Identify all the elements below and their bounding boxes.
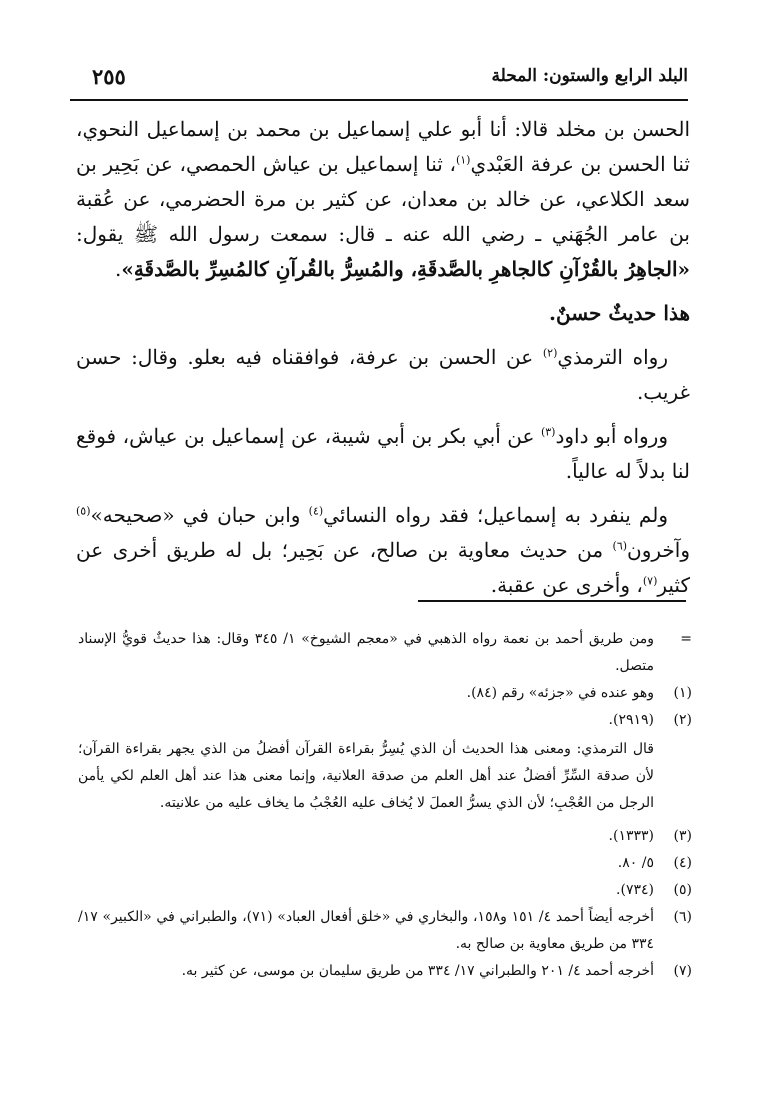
footnote-ref-2: (٢)	[542, 346, 558, 360]
footnote-text: ٥/ ٨٠.	[617, 855, 654, 871]
page-number: ٢٥٥	[92, 64, 126, 89]
footnote-item	[78, 680, 692, 707]
page-header	[70, 56, 688, 96]
footnote-text: (١٣٣٣).	[608, 828, 654, 844]
footnote-number: (٦)	[673, 909, 692, 925]
other-routes-text-5: ، وأخرى عن عقبة.	[490, 573, 643, 597]
hadith-end: .	[114, 257, 122, 281]
other-routes-text: ولم ينفرد به إسماعيل؛ فقد رواه النسائي	[323, 503, 668, 527]
abu-dawud-paragraph	[76, 419, 690, 489]
other-routes-text-3: وآخرون	[627, 538, 690, 562]
footnote-text: أخرجه أحمد ٤/ ٢٠١ والطبراني ١٧/ ٣٣٤ من طريق سليمان بن موسى، عن كثير به.	[181, 963, 654, 979]
footnote-number: (١)	[673, 685, 692, 701]
footnote-number: (٢)	[673, 712, 692, 728]
footnote-number: (٣)	[673, 828, 692, 844]
footnote-divider	[418, 600, 686, 602]
carryover-text: ومن طريق أحمد بن نعمة رواه الذهبي في «معجم الشيوخ» ١/ ٣٤٥ وقال: هذا حديثٌ قويُّ الإسناد متصل.	[78, 631, 654, 674]
footnote-text: وهو عنده في «جزئه» رقم (٨٤).	[466, 685, 654, 701]
main-text	[76, 112, 690, 612]
footnote-number: (٧)	[673, 963, 692, 979]
tirmidhi-text-continued: عن الحسن بن عرفة، فوافقناه فيه بعلو. وقال: حسن غريب.	[76, 345, 690, 404]
abu-dawud-text: ورواه أبو داود	[555, 424, 668, 448]
footnote-ref-5: (٥)	[76, 504, 91, 518]
tirmidhi-text: رواه الترمذي	[557, 345, 668, 369]
footnote-text: أخرجه أيضاً أحمد ٤/ ١٥١ و١٥٨، والبخاري في «خلق أفعال العباد» (٧١)، والطبراني في «الكبير» ١٧/ ٣٣٤ من طريق معاوية بن صالح به.	[78, 909, 654, 952]
isnad-text-continued: ، ثنا إسماعيل بن عياش الحمصي، عن بَحِير بن سعد الكلاعي، عن خالد بن معدان، عن كثير بن مرة الحضرمي، عن عُقبة بن عامر الجُهَني ـ رضي الله عنه ـ قال: سمعت رسول الله ﷺ يقول:	[76, 152, 690, 246]
hadith-text: «الجاهِرُ بالقُرْآنِ كالجاهرِ بالصَّدقَةِ، والمُسِرُّ بالقُرآنِ كالمُسِرِّ بالصَّدقَةِ»	[121, 257, 690, 281]
footnote-item	[78, 707, 692, 734]
footnote-ref-7: (٧)	[642, 574, 658, 588]
carryover-marker: =	[680, 631, 692, 647]
footnote-carryover	[78, 626, 692, 680]
hadith-verdict: هذا حديثٌ حسنٌ.	[549, 301, 690, 325]
footnotes	[78, 626, 692, 985]
tirmidhi-comment: قال الترمذي: ومعنى هذا الحديث أن الذي يُسِرُّ بقراءة القرآن أفضلُ من الذي يجهر بقراءة القرآن؛ لأن صدقة السِّرِّ أفضلُ عند أهل العلم من صدقة العلانية، وإنما معنى هذا عند أهل العلم لكي يأمن الرجل من العُجْبِ؛ لأن الذي يسرُّ العملَ لا يُخاف عليه العُجْبُ ما يخاف عليه من علانيته.	[78, 741, 654, 811]
footnote-number: (٤)	[673, 855, 692, 871]
footnote-item	[78, 904, 692, 958]
footnote-item	[78, 877, 692, 904]
footnote-number: (٥)	[673, 882, 692, 898]
running-title: البلد الرابع والستون: المحلة	[491, 66, 688, 86]
other-routes-text-2: وابن حبان في «صحيحه»	[90, 503, 309, 527]
footnote-text: (٧٣٤).	[616, 882, 654, 898]
isnad-paragraph	[76, 112, 690, 287]
isnad-text: الحسن بن مخلد قالا: أنا أبو علي إسماعيل بن محمد بن إسماعيل النحوي، ثنا الحسن بن عرفة العَبْدي	[76, 117, 690, 176]
tirmidhi-paragraph	[76, 340, 690, 410]
abu-dawud-text-continued: عن أبي بكر بن أبي شيبة، عن إسماعيل بن عياش، فوقع لنا بدلاً له عالياً.	[76, 424, 690, 483]
footnote-ref-1: (١)	[455, 153, 471, 167]
footnote-item	[78, 823, 692, 850]
footnote-text: (٢٩١٩).	[608, 712, 654, 728]
footnote-ref-4: (٤)	[308, 504, 324, 518]
footnote-item	[78, 958, 692, 985]
footnote-ref-6: (٦)	[612, 539, 628, 553]
other-routes-paragraph	[76, 498, 690, 603]
footnote-ref-3: (٣)	[540, 425, 556, 439]
other-routes-text-4: من حديث معاوية بن صالح، عن بَحِير؛ بل له طريق أخرى عن كثير	[76, 538, 690, 597]
footnote-item	[78, 850, 692, 877]
header-divider	[70, 99, 688, 101]
